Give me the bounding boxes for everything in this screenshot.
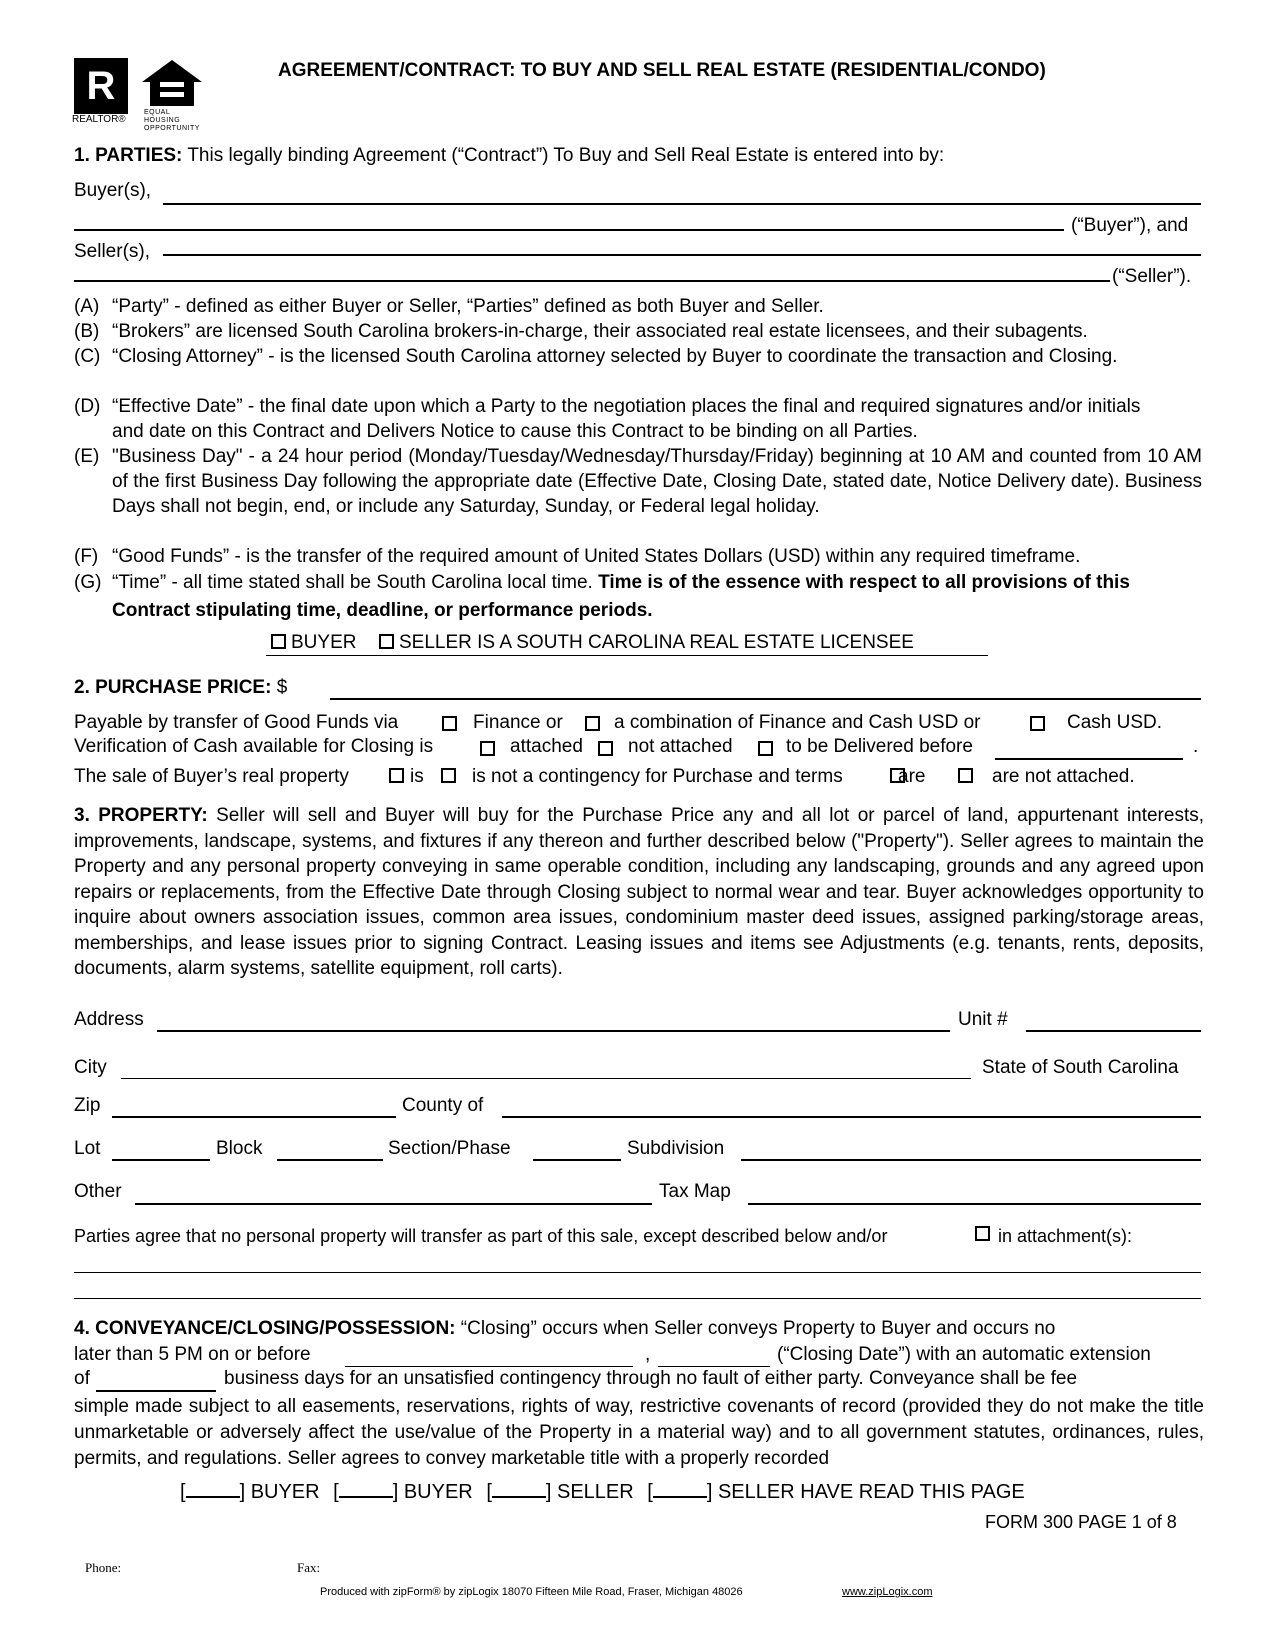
buyer1-label: BUYER <box>250 1481 320 1503</box>
state-label: State of South Carolina <box>982 1057 1179 1078</box>
attached-checkbox[interactable] <box>480 741 495 756</box>
parties-intro-text: This legally binding Agreement (“Contract”) To Buy and Sell Real Estate is entered into by: <box>187 145 945 166</box>
attachment-label: in attachment(s): <box>998 1226 1133 1246</box>
initials-bar: [ ] BUYER [ ] BUYER [ ] SELLER [ ] SELLER HAVE READ THIS PAGE <box>180 1478 1025 1504</box>
delivered-checkbox[interactable] <box>758 741 773 756</box>
realtor-logo-text: REALTOR® <box>72 114 126 125</box>
seller2-initial-field[interactable] <box>653 1478 707 1498</box>
cash-checkbox[interactable] <box>1030 716 1045 731</box>
definition-label: (F) <box>74 546 99 567</box>
delivered-label: to be Delivered before <box>786 736 973 757</box>
realtor-logo-letter: R <box>86 64 116 108</box>
combination-label: a combination of Finance and Cash USD or <box>614 712 981 733</box>
personal-property-field[interactable] <box>74 1272 1201 1273</box>
form-page-number: FORM 300 PAGE 1 of 8 <box>985 1512 1177 1532</box>
buyer-suffix: (“Buyer”), and <box>1071 215 1189 236</box>
seller1-initial-field[interactable] <box>492 1478 546 1498</box>
property-paragraph <box>74 803 1204 982</box>
block-field[interactable] <box>277 1159 383 1161</box>
definition-label: (G) <box>74 572 102 593</box>
is-contingency-checkbox[interactable] <box>389 768 404 783</box>
sale-prefix: The sale of Buyer’s real property <box>74 766 349 787</box>
delivered-before-field[interactable] <box>995 758 1183 760</box>
taxmap-label: Tax Map <box>659 1181 731 1202</box>
county-label: County of <box>402 1095 484 1116</box>
zip-field[interactable] <box>112 1116 396 1118</box>
closing-date-field[interactable] <box>345 1366 633 1367</box>
definition-text: "Business Day" - a 24 hour period (Monday/Tuesday/Wednesday/Thursday/Friday) beginning at 10 AM and counted from 10 AM of the first Business Day following the appropriate date (Effective Date, Closing Date, stated date, Notice Delivery date). Business Days shall not begin, end, or include any Saturday, Sunday, or Federal legal holiday. <box>112 446 1202 517</box>
county-field[interactable] <box>502 1116 1201 1118</box>
parties-intro <box>74 145 944 167</box>
definition-text: “Brokers” are licensed South Carolina brokers-in-charge, their associated real estate licensees, and their subagents. <box>112 321 1088 342</box>
extension-days-field[interactable] <box>96 1390 216 1392</box>
conveyance-heading: 4. CONVEYANCE/CLOSING/POSSESSION: <box>74 1318 456 1339</box>
seller-licensee-label: SELLER IS A SOUTH CAROLINA REAL ESTATE LICENSEE <box>399 632 914 653</box>
equal-housing-icon <box>140 58 204 108</box>
definition-text: “Time” - all time stated shall be South Carolina local time. <box>112 572 593 593</box>
purchase-price-field[interactable] <box>330 698 1201 700</box>
definition-label: (D) <box>74 396 101 417</box>
combination-checkbox[interactable] <box>585 716 600 731</box>
buyer1-initial-field[interactable] <box>186 1478 240 1498</box>
unit-label: Unit # <box>958 1009 1008 1030</box>
phone-label: Phone: <box>85 1560 122 1575</box>
personal-property-text: Parties agree that no personal property will transfer as part of this sale, except described below and/or <box>74 1226 888 1246</box>
buyers-label: Buyer(s), <box>74 180 152 201</box>
are-label: are <box>898 766 926 787</box>
other-field[interactable] <box>135 1203 652 1205</box>
lot-field[interactable] <box>112 1159 210 1161</box>
terms-are-not-checkbox[interactable] <box>958 768 973 783</box>
conveyance-line-1 <box>74 1318 1055 1340</box>
property-text: Seller will sell and Buyer will buy for the Purchase Price any and all lot or parcel of land, appurtenant interests, improvements, landscape, systems, and fixtures if any thereon and further described below ("Property"). Seller agrees to maintain the Property and any personal property conveying in same operable condition, including any landscaping, grounds and any agreed upon repairs or replacements, from the Effective Date through Closing subject to normal wear and tear. Buyer acknowledges opportunity to inquire about owners association issues, common area issues, condominium master deed issues, assigned parking/storage areas, memberships, and lease issues prior to signing Contract. Leasing issues and items see Adjustments (e.g. tenants, rents, deposits, documents, alarm systems, satellite equipment, roll carts). <box>74 805 1204 979</box>
buyer-licensee-label: BUYER <box>291 632 357 653</box>
seller1-label: SELLER <box>557 1481 634 1503</box>
city-label: City <box>74 1057 107 1078</box>
section-field[interactable] <box>533 1159 621 1161</box>
conveyance-text: simple made subject to all easements, reservations, rights of way, restrictive covenants of record (provided they do not make the title unmarketable or adversely affect the use/value of the Property in a material way) and to all government statutes, ordinances, rules, permits, and regulations. Seller agrees to convey marketable title with a properly recorded <box>74 1396 1204 1469</box>
buyer-licensee-checkbox[interactable] <box>271 634 286 649</box>
is-not-contingency-checkbox[interactable] <box>441 768 456 783</box>
parties-heading: 1. PARTIES: <box>74 145 183 166</box>
seller2-label: SELLER HAVE READ THIS PAGE <box>717 1481 1025 1503</box>
attachment-checkbox[interactable] <box>975 1226 990 1241</box>
conveyance-line-2a: later than 5 PM on or before <box>74 1344 311 1365</box>
buyer2-initial-field[interactable] <box>339 1478 393 1498</box>
definition-label: (C) <box>74 346 101 367</box>
is-label: is <box>410 766 424 787</box>
conveyance-line-3a: of <box>74 1368 90 1389</box>
definition-text: “Effective Date” - the final date upon which a Party to the negotiation places the final and required signatures and/or initials and date on this Contract and Delivers Notice to cause this Contract to be binding on all Parties. <box>112 396 1141 442</box>
conveyance-line-1-text: “Closing” occurs when Seller conveys Property to Buyer and occurs no <box>460 1318 1056 1339</box>
is-not-label: is not a contingency for Purchase and terms <box>472 766 843 787</box>
definition-text: “Closing Attorney” - is the licensed South Carolina attorney selected by Buyer to coordinate the transaction and Closing. <box>112 346 1118 367</box>
personal-property-field-2[interactable] <box>74 1298 1201 1299</box>
subdivision-label: Subdivision <box>627 1138 725 1159</box>
purchase-price-heading <box>74 677 287 699</box>
conveyance-line-2b: (“Closing Date”) with an automatic extension <box>777 1344 1151 1365</box>
finance-checkbox[interactable] <box>442 716 457 731</box>
address-field[interactable] <box>157 1030 950 1032</box>
subdivision-field[interactable] <box>741 1159 1201 1161</box>
seller-suffix: (“Seller”). <box>1112 266 1192 287</box>
seller-name-field[interactable] <box>163 254 1201 256</box>
verification-prefix: Verification of Cash available for Closing is <box>74 736 434 757</box>
zip-label: Zip <box>74 1095 101 1116</box>
payable-prefix: Payable by transfer of Good Funds via <box>74 712 399 733</box>
eho-logo-text: EQUAL HOUSING OPPORTUNITY <box>144 109 200 132</box>
purchase-price-title: 2. PURCHASE PRICE: <box>74 677 272 698</box>
unit-field[interactable] <box>1026 1030 1201 1032</box>
licensee-underline <box>266 655 988 656</box>
attached-label: attached <box>510 736 583 757</box>
sellers-label: Seller(s), <box>74 241 151 262</box>
definition-label: (E) <box>74 446 100 467</box>
buyer-name-field[interactable] <box>163 203 1201 205</box>
realtor-logo <box>74 58 128 114</box>
closing-year-field[interactable] <box>658 1366 770 1367</box>
definition-text: “Good Funds” - is the transfer of the required amount of United States Dollars (USD) within any required timeframe. <box>112 546 1081 567</box>
finance-label: Finance or <box>473 712 563 733</box>
lot-label: Lot <box>74 1138 101 1159</box>
block-label: Block <box>216 1138 263 1159</box>
page-title: AGREEMENT/CONTRACT: TO BUY AND SELL REAL ESTATE (RESIDENTIAL/CONDO) <box>278 60 1046 81</box>
property-heading: 3. PROPERTY: <box>74 805 208 826</box>
section-label: Section/Phase <box>388 1138 511 1159</box>
other-label: Other <box>74 1181 122 1202</box>
address-label: Address <box>74 1009 144 1030</box>
produced-with-text: Produced with zipForm® by zipLogix 18070 Fifteen Mile Road, Fraser, Michigan 48026 <box>320 1586 743 1598</box>
conveyance-line-3b: business days for an unsatisfied contingency through no fault of either party. Conveyance shall be fee <box>224 1368 1078 1389</box>
not-attached-label: not attached <box>628 736 733 757</box>
taxmap-field[interactable] <box>748 1203 1201 1205</box>
fax-label: Fax: <box>297 1560 321 1575</box>
cash-label: Cash USD. <box>1067 712 1163 733</box>
buyer-name-field-2[interactable] <box>74 229 1064 231</box>
ziplogix-link[interactable]: www.zipLogix.com <box>842 1586 933 1598</box>
are-not-label: are not attached. <box>992 766 1135 787</box>
seller-licensee-checkbox[interactable] <box>379 634 394 649</box>
not-attached-checkbox[interactable] <box>598 741 613 756</box>
closing-date-comma: , <box>645 1344 651 1365</box>
city-field[interactable] <box>121 1078 971 1079</box>
definition-label: (B) <box>74 321 100 342</box>
definition-text: “Party” - defined as either Buyer or Seller, “Parties” defined as both Buyer and Seller. <box>112 296 824 317</box>
currency-symbol: $ <box>276 677 288 698</box>
definition-bold-text: Time is of the essence with respect to all provisions of this Contract stipulating time, deadline, or performance periods. <box>112 572 1130 621</box>
seller-name-field-2[interactable] <box>74 280 1110 282</box>
definition-label: (A) <box>74 296 100 317</box>
buyer2-label: BUYER <box>403 1481 473 1503</box>
verification-period: . <box>1193 736 1199 757</box>
